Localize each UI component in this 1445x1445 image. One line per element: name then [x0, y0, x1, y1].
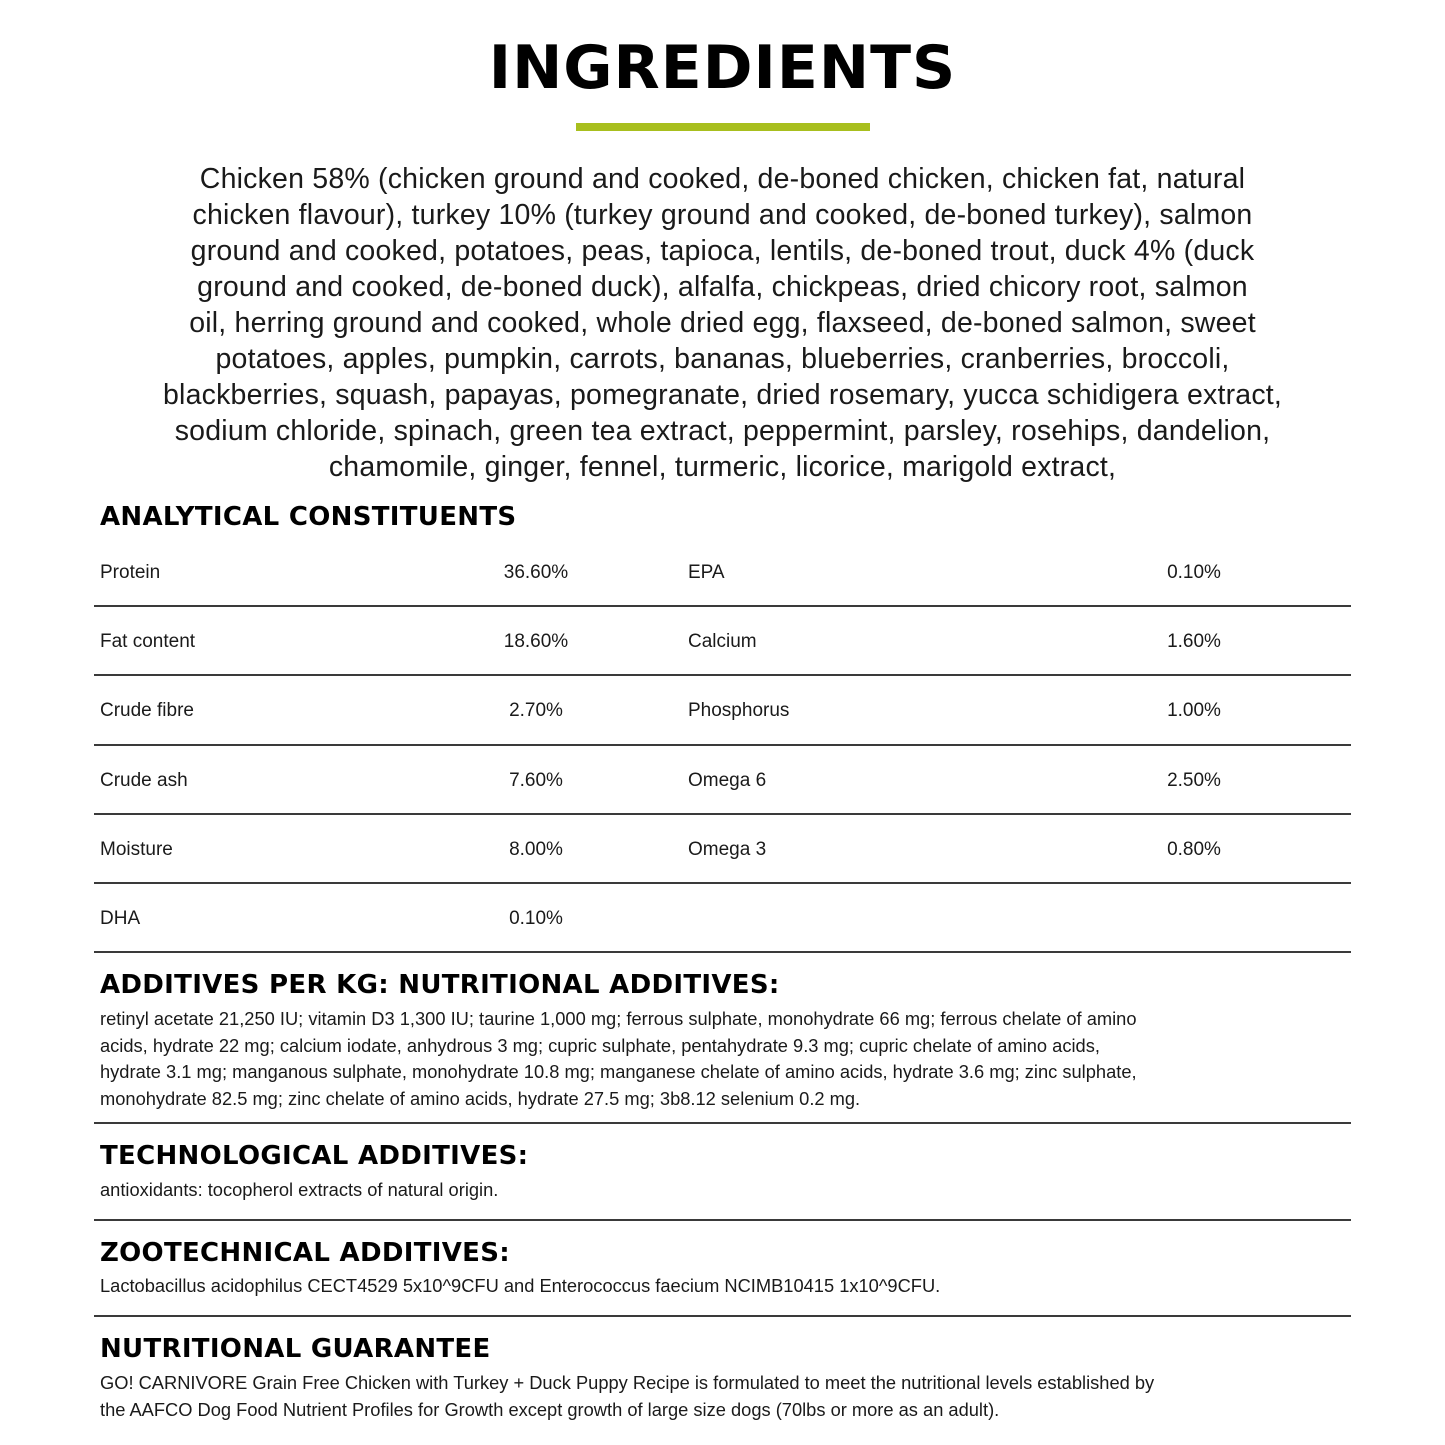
ingredients-line: chamomile, ginger, fennel, turmeric, licorice, marigold extract, [328, 451, 1117, 483]
table-row [94, 746, 1351, 815]
constituent-name: Crude fibre [100, 700, 194, 722]
constituent-value: 7.60% [509, 769, 563, 791]
technological-additives-heading: TECHNOLOGICAL ADDITIVES: [100, 1141, 529, 1171]
constituent-value: 1.60% [1167, 631, 1221, 653]
constituent-value: 8.00% [509, 838, 563, 860]
constituent-value: 0.10% [509, 907, 563, 929]
constituent-value: 0.10% [1167, 562, 1221, 583]
nutritional-guarantee-text [100, 1370, 1340, 1423]
nutritional-additives-heading: ADDITIVES PER KG: NUTRITIONAL ADDITIVES: [100, 970, 780, 1000]
title-accent-bar [576, 123, 870, 131]
additives-line: hydrate 3.1 mg; manganous sulphate, monohydrate 10.8 mg; manganese chelate of amino acids, hydrate 3.6 mg; zinc sulphate, [100, 1061, 1137, 1082]
ingredients-line: ground and cooked, de-boned duck), alfalfa, chickpeas, dried chicory root, salmon [197, 271, 1248, 303]
section-divider [94, 1315, 1351, 1317]
constituent-value: 0.80% [1167, 838, 1221, 860]
constituent-name: EPA [688, 562, 725, 583]
constituent-name: Protein [100, 562, 161, 583]
constituent-value: 36.60% [503, 562, 569, 583]
analytical-constituents-heading: ANALYTICAL CONSTITUENTS [100, 502, 517, 532]
table-row [94, 676, 1351, 745]
constituent-name: Moisture [100, 838, 173, 860]
constituent-value: 2.70% [509, 700, 563, 722]
section-divider [94, 1122, 1351, 1124]
table-row [94, 884, 1351, 953]
ingredients-line: sodium chloride, spinach, green tea extract, peppermint, parsley, rosehips, dandelion, [174, 415, 1271, 447]
table-row [94, 607, 1351, 676]
nutritional-guarantee-heading: NUTRITIONAL GUARANTEE [100, 1334, 491, 1364]
ingredients-line: potatoes, apples, pumpkin, carrots, bananas, blueberries, cranberries, broccoli, [215, 343, 1230, 375]
constituent-name: DHA [100, 907, 141, 929]
table-row [94, 815, 1351, 884]
constituent-name: Omega 6 [688, 769, 767, 791]
analytical-constituents-table [94, 538, 1351, 953]
technological-additives-text: antioxidants: tocopherol extracts of natural origin. [100, 1179, 499, 1200]
constituent-name: Calcium [688, 631, 757, 653]
constituent-value: 2.50% [1167, 769, 1221, 791]
guarantee-line: GO! CARNIVORE Grain Free Chicken with Turkey + Duck Puppy Recipe is formulated to meet the nutritional levels established by [100, 1372, 1155, 1393]
constituent-value: 1.00% [1167, 700, 1221, 722]
constituent-value: 18.60% [503, 631, 569, 653]
zootechnical-additives-text: Lactobacillus acidophilus CECT4529 5x10^9CFU and Enterococcus faecium NCIMB10415 1x10^9CFU. [100, 1275, 941, 1296]
constituent-name: Omega 3 [688, 838, 767, 860]
constituent-name: Fat content [100, 631, 196, 653]
section-divider [94, 1219, 1351, 1221]
constituent-name: Phosphorus [688, 700, 790, 722]
ingredients-list [90, 161, 1355, 485]
ingredients-line: blackberries, squash, papayas, pomegranate, dried rosemary, yucca schidigera extract, [162, 379, 1283, 411]
ingredients-line: ground and cooked, potatoes, peas, tapioca, lentils, de-boned trout, duck 4% (duck [190, 235, 1255, 267]
additives-line: retinyl acetate 21,250 IU; vitamin D3 1,300 IU; taurine 1,000 mg; ferrous sulphate, monohydrate 66 mg; ferrous chelate of amino [100, 1008, 1137, 1029]
ingredients-line: Chicken 58% (chicken ground and cooked, de-boned chicken, chicken fat, natural [199, 163, 1246, 195]
ingredients-line: chicken flavour), turkey 10% (turkey ground and cooked, de-boned turkey), salmon [192, 199, 1253, 231]
additives-line: acids, hydrate 22 mg; calcium iodate, anhydrous 3 mg; cupric sulphate, pentahydrate 9.3 mg; cupric chelate of amino acids, [100, 1034, 1100, 1056]
constituent-name: Crude ash [100, 769, 188, 791]
additives-line: monohydrate 82.5 mg; zinc chelate of amino acids, hydrate 27.5 mg; 3b8.12 selenium 0.2 mg. [100, 1087, 861, 1109]
ingredients-line: oil, herring ground and cooked, whole dried egg, flaxseed, de-boned salmon, sweet [189, 307, 1256, 339]
guarantee-line: the AAFCO Dog Food Nutrient Profiles for Growth except growth of large size dogs (70lbs or more as an adult). [100, 1398, 1000, 1420]
table-row [94, 538, 1351, 607]
page-title: INGREDIENTS [488, 33, 957, 103]
nutritional-additives-text [100, 1006, 1340, 1112]
zootechnical-additives-heading: ZOOTECHNICAL ADDITIVES: [100, 1238, 510, 1268]
